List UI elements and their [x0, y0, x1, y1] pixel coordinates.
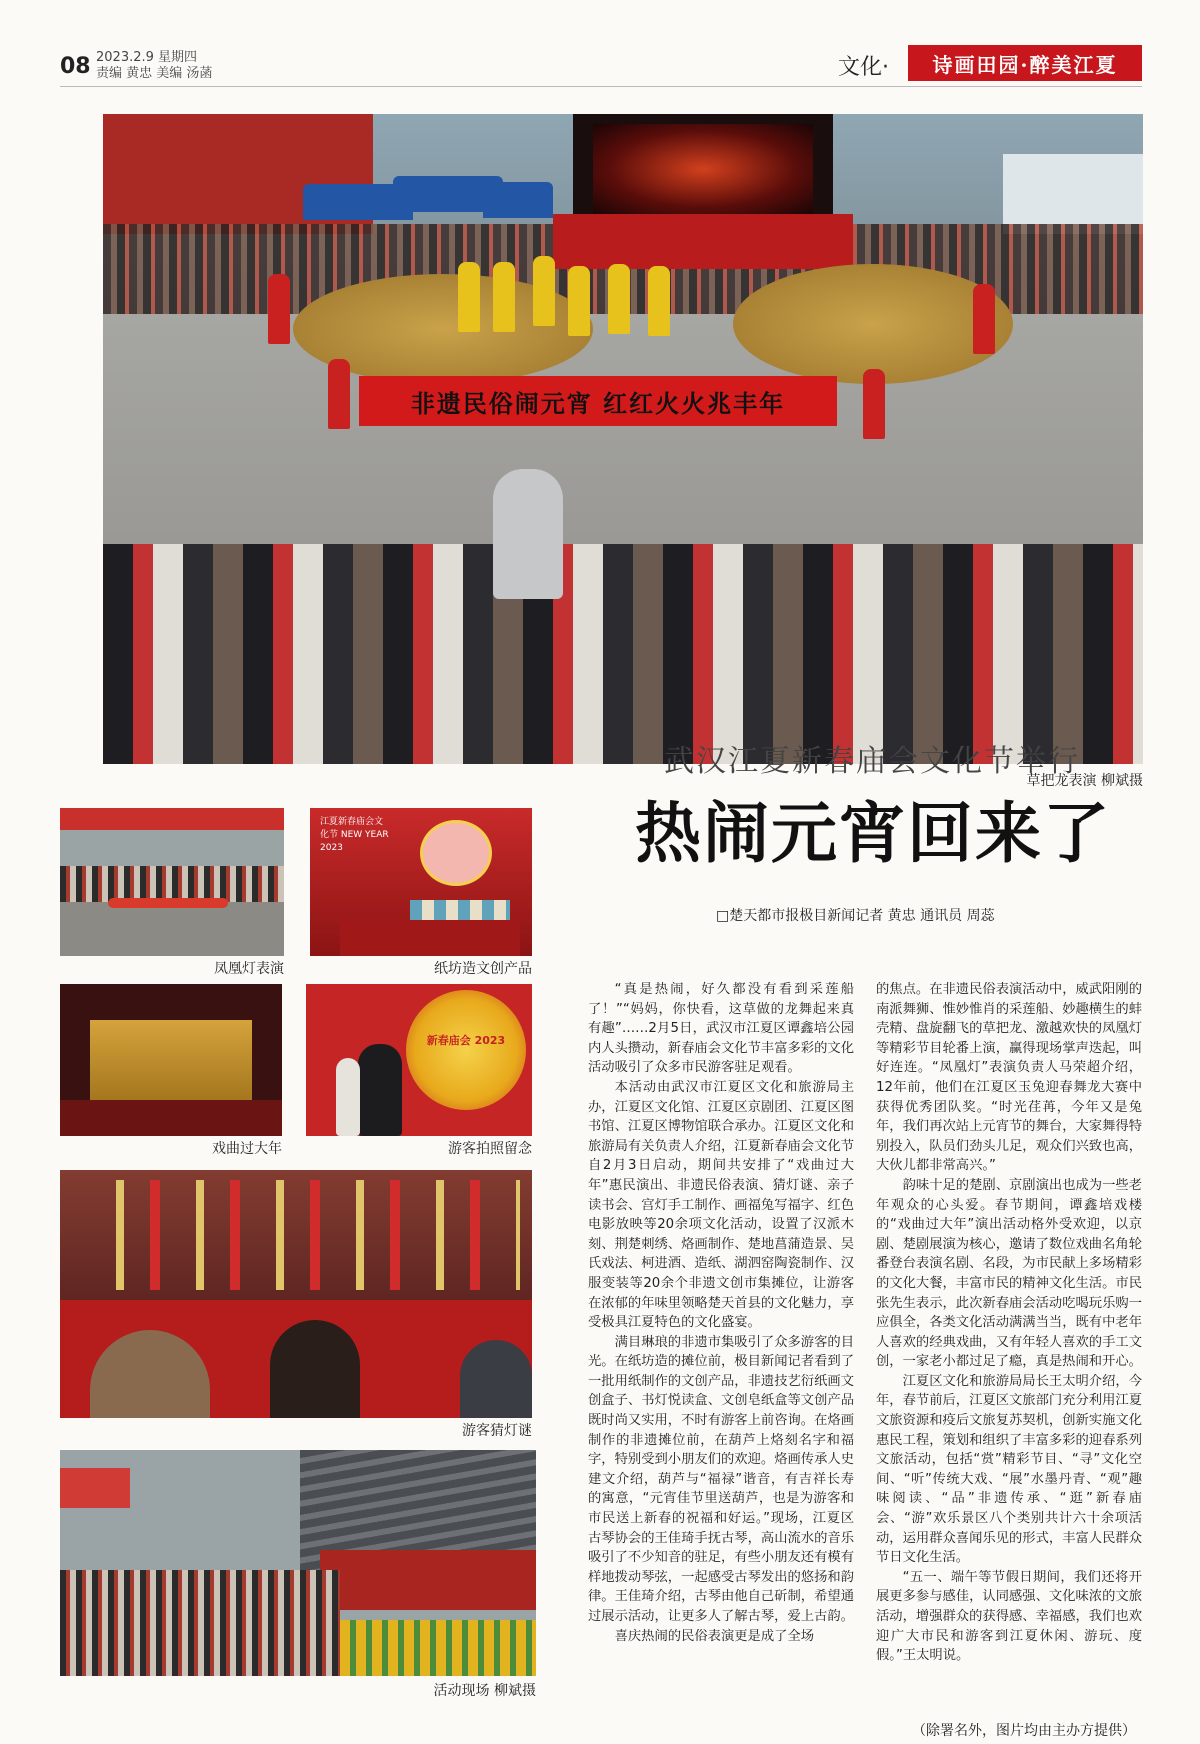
photo-riddle-tags — [80, 1180, 520, 1290]
article-subtitle: 武汉江夏新春庙会文化节举行 — [664, 744, 1080, 779]
photo-visitor — [460, 1340, 532, 1418]
photo-opera — [60, 984, 282, 1136]
performer — [328, 359, 350, 429]
header-meta — [96, 50, 212, 82]
photo-flowers — [340, 1620, 536, 1676]
photo-board-text: 新春庙会 2023 — [426, 1034, 506, 1047]
photo-crowd — [60, 866, 284, 902]
page-number: 08 — [60, 54, 91, 79]
article-column-2 — [876, 980, 1142, 1666]
photo-red-tent — [60, 1468, 130, 1508]
photo-rabbit-emblem — [420, 820, 492, 886]
article-column-1 — [588, 980, 854, 1646]
main-photo — [103, 114, 1143, 764]
photo-products — [410, 900, 510, 920]
date-line: 2023.2.9 星期四 — [96, 50, 198, 65]
section-banner: 诗画田园·醉美江夏 — [908, 45, 1142, 81]
performer — [648, 266, 670, 336]
photo-lantern-riddles — [60, 1170, 532, 1418]
photo-ground — [60, 902, 284, 956]
performer — [863, 369, 885, 439]
photo-paper-products — [310, 808, 532, 956]
photo-visitor — [270, 1320, 360, 1418]
editors-line: 责编 黄忠 美编 汤菡 — [96, 66, 213, 81]
article-paragraph: 喜庆热闹的民俗表演更是成了全场 — [614, 1628, 815, 1644]
caption-visitor-photos: 游客拍照留念 — [448, 1141, 532, 1157]
photo-phoenix-lantern — [60, 808, 284, 956]
performer — [268, 274, 290, 344]
caption-opera: 戏曲过大年 — [212, 1141, 282, 1157]
photo-tent-red — [60, 808, 284, 830]
photo-visitor — [358, 1044, 402, 1136]
article-paragraph: “五一、端午等节假日期间，我们还将开展更多参与感佳，认同感强、文化味浓的文旅活动，增强群众的获得感、幸福感，我们也欢迎广大市民和游客到江夏休闲、游玩、度假。”王太明说。 — [876, 1569, 1142, 1664]
caption-phoenix-lantern: 凤凰灯表演 — [214, 961, 284, 977]
photo-crowd-front — [103, 544, 1143, 764]
section-label: 文化· — [838, 55, 889, 80]
performer — [533, 256, 555, 326]
photo-stage-screen — [593, 124, 813, 214]
article-paragraph: 江夏区文化和旅游局局长王太明介绍，今年，春节前后，江夏区文旅部门充分利用江夏文旅资源和疫后文旅复苏契机，创新实施文化惠民工程，策划和组织了丰富多彩的迎春系列文旅活动，包括“赏”精彩节目、“寻”文化空间、“听”传统大戏、“展”水墨丹青、“观”趣味阅读、“品”非遗传承、“逛”新春庙会、“游”欢乐景区八个类别共计六十余项活动，运用群众喜闻乐见的形式，丰富人民群众节日文化生活。 — [876, 1373, 1142, 1566]
photo-banner: 非遗民俗闹元宵 红红火火兆丰年 — [359, 376, 837, 426]
photo-crowd — [60, 1570, 340, 1676]
photo-photographer — [493, 469, 563, 599]
photo-visitor — [336, 1058, 360, 1136]
photo-opera-floor — [60, 1100, 282, 1136]
photo-event-scene — [60, 1450, 536, 1676]
caption-lantern-riddles: 游客猜灯谜 — [462, 1423, 532, 1439]
photo-tent — [483, 182, 553, 218]
photo-opera-stage — [90, 1020, 252, 1100]
photo-table — [340, 918, 520, 956]
article-byline: □楚天都市报极目新闻记者 黄忠 通讯员 周蕊 — [716, 908, 995, 924]
photo-lantern-line — [108, 898, 228, 908]
photo-sign-board: 江夏新春庙会文化节 NEW YEAR 2023 — [320, 817, 389, 853]
performer — [608, 264, 630, 334]
photo-white-tents — [1003, 154, 1143, 234]
performer — [973, 284, 995, 354]
caption-paper-products: 纸坊造文创产品 — [434, 961, 532, 977]
article-headline: 热闹元宵回来了 — [635, 795, 1111, 872]
article-paragraph: 韵味十足的楚剧、京剧演出也成为一些老年观众的心头爱。春节期间，谭鑫培戏楼的“戏曲过大年”演出活动格外受欢迎，以京剧、楚剧展演为核心，邀请了数位戏曲名角轮番登台表演名剧、名段，为市民献上多场精彩的文化大餐，丰富市民的精神文化生活。市民张先生表示，此次新春庙会活动吃喝玩乐购一应俱全，各类文化活动满满当当，既有中老年人喜欢的经典戏曲，又有年轻人喜欢的手工文创，一家老小都过足了瘾，真是热闹和开心。 — [876, 1177, 1142, 1370]
header-divider — [60, 86, 1142, 87]
main-photo-caption: 草把龙表演 柳斌摄 — [1026, 773, 1143, 789]
article-paragraph: 本活动由武汉市江夏区文化和旅游局主办，江夏区文化馆、江夏区京剧团、江夏区图书馆、江夏区博物馆联合承办。江夏区文化和旅游局有关负责人介绍，江夏新春庙会文化节自2月3日启动，期间共安排了“戏曲过大年”惠民演出、非遗民俗表演、猜灯谜、亲子读书会、宫灯手工制作、画福兔写福字、红色电影放映等20余项文化活动，设置了汉派木刻、荆楚刺绣、烙画制作、楚地菖蒲造景、吴氏戏法、柯进酒、造纸、湖泗窑陶瓷制作、汉服变装等20余个非遗文创市集摊位，让游客在浓郁的年味里领略楚天首县的文化魅力，享受极具江夏特色的文化盛宴。 — [588, 1079, 854, 1331]
photo-stage-base — [553, 214, 853, 269]
performer — [493, 262, 515, 332]
photo-temple-fair-board — [406, 990, 526, 1110]
photo-visitor-photos — [306, 984, 532, 1136]
photo-credit-note: （除署名外，图片均由主办方提供） — [912, 1723, 1136, 1739]
article-paragraph: “真是热闹，好久都没有看到采莲船了！”“妈妈，你快看，这草做的龙舞起来真有趣”……2月5日，武汉市江夏区谭鑫培公园内人头攒动，新春庙会文化节丰富多彩的文化活动吸引了众多市民游客驻足观看。 — [588, 982, 854, 1076]
caption-event-scene: 活动现场 柳斌摄 — [433, 1683, 536, 1699]
straw-dragon-right — [733, 264, 1013, 384]
performer — [458, 262, 480, 332]
photo-pavilion-wall — [320, 1550, 536, 1610]
performer — [568, 266, 590, 336]
article-paragraph: 的焦点。在非遗民俗表演活动中，威武阳刚的南派舞狮、惟妙惟肖的采莲船、妙趣横生的蚌壳精、盘旋翻飞的草把龙、激越欢快的凤凰灯等精彩节目轮番上演，赢得现场掌声迭起，叫好连连。“凤凰灯”表演负责人马荣超介绍，12年前，他们在江夏区玉兔迎春舞龙大赛中获得优秀团队奖。“时光荏苒，今年又是兔年，我们再次站上元宵节的舞台，大家舞得特别投入，队员们劲头儿足，观众们兴致也高，大伙儿都非常高兴。” — [876, 982, 1142, 1174]
article-paragraph: 满目琳琅的非遗市集吸引了众多游客的目光。在纸坊造的摊位前，极目新闻记者看到了一批用纸制作的文创产品，非遗技艺衍纸画文创盒子、书灯悦读盒、文创皂纸盒等文创产品既时尚又实用，不时有游客上前咨询。在烙画制作的非遗摊位前，在葫芦上烙刻名字和福字，特别受到小朋友们的欢迎。烙画传承人史建文介绍，葫芦与“福禄”谐音，有吉祥长寿的寓意，“元宵佳节里送葫芦，也是为游客和市民送上新春的祝福和好运。”现场，江夏区古琴协会的王佳琦手抚古琴，高山流水的音乐吸引了不少知音的驻足，有些小朋友还有模有样地拨动琴弦，一起感受古琴发出的悠扬和韵律。王佳琦介绍，古琴由他自己斫制，希望通过展示活动，让更多人了解古琴，爱上古韵。 — [588, 1334, 854, 1624]
photo-visitor — [90, 1330, 210, 1418]
